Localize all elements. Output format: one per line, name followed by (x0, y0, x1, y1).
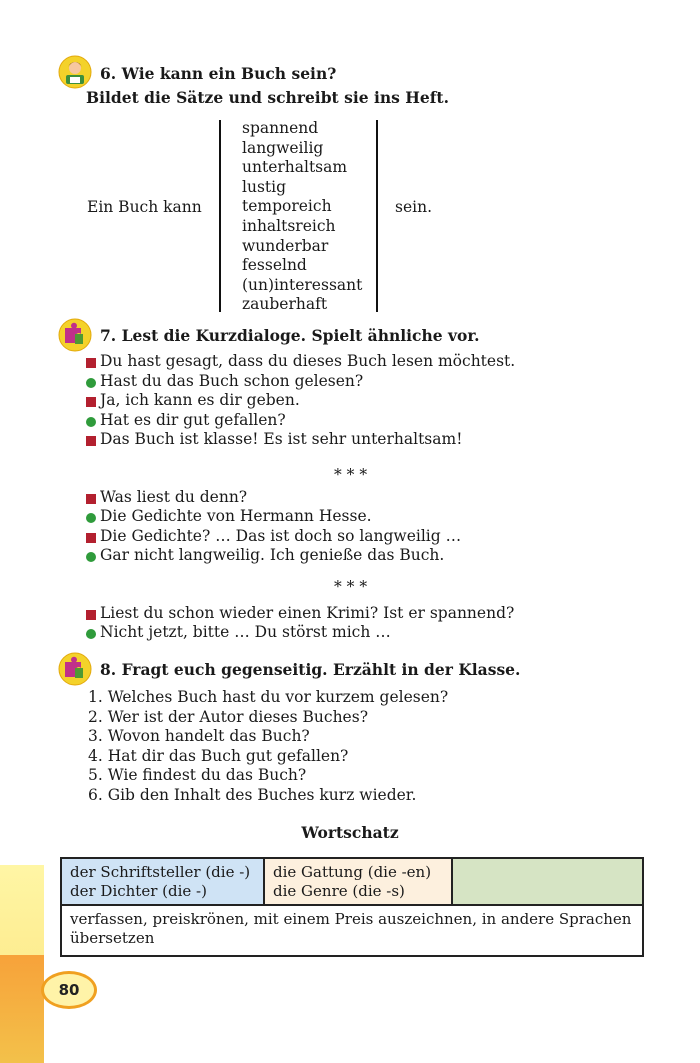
separator: * * * (334, 578, 368, 596)
task6-title: 6. Wie kann ein Buch sein? (100, 64, 337, 83)
dialog-line: Liest du schon wieder einen Krimi? Ist er spannend? (100, 604, 515, 622)
bullet-dot-icon (86, 629, 96, 639)
vocab-cell-nouns (61, 858, 264, 905)
task6-left-phrase: Ein Buch kann (87, 198, 202, 216)
adjective-item: lustig (242, 177, 287, 196)
task8-title: 8. Fragt euch gegenseitig. Erzählt in der Klasse. (100, 660, 521, 679)
adjective-item: unterhaltsam (242, 158, 348, 177)
bullet-dot-icon (86, 378, 96, 388)
adjective-item: wunderbar (242, 236, 329, 255)
question-item: 6. Gib den Inhalt des Buches kurz wieder. (88, 785, 417, 804)
bullet-square-icon (86, 610, 96, 620)
bullet-dot-icon (86, 513, 96, 523)
adjective-item: (un)interessant (242, 275, 363, 294)
adjective-list (242, 119, 362, 315)
vocab-term: der Dichter (die -) (70, 881, 207, 900)
bullet-square-icon (86, 436, 96, 446)
dialog-line: Du hast gesagt, dass du dieses Buch lesen möchtest. (100, 352, 516, 370)
task6-icon (58, 55, 92, 89)
vocab-verbs: verfassen, preiskrönen, mit einem Preis auszeichnen, in andere Sprachen übersetzen (61, 905, 643, 956)
page-margin-decoration (0, 955, 44, 1063)
adjective-item: spannend (242, 119, 319, 137)
dialog-line: Nicht jetzt, bitte … Du störst mich … (100, 623, 391, 641)
vocab-cell-empty (452, 858, 643, 905)
page-number: 80 (58, 981, 80, 999)
adjective-item: temporeich (242, 197, 332, 216)
task7-title: 7. Lest die Kurzdialoge. Spielt ähnliche vor. (100, 326, 480, 345)
bullet-dot-icon (86, 417, 96, 427)
dialog-line: Die Gedichte? … Das ist doch so langweilig … (100, 527, 462, 545)
question-list (88, 688, 448, 806)
bullet-square-icon (86, 533, 96, 543)
wortschatz-heading: Wortschatz (301, 823, 399, 842)
bullet-square-icon (86, 494, 96, 504)
bullet-square-icon (86, 397, 96, 407)
question-item: 4. Hat dir das Buch gut gefallen? (88, 746, 349, 765)
dialog-line: Das Buch ist klasse! Es ist sehr unterhaltsam! (100, 430, 463, 448)
divider-left (219, 120, 221, 312)
vocab-cell-genre (264, 858, 452, 905)
vocab-term: der Schriftsteller (die -) (70, 863, 251, 881)
divider-right (376, 120, 378, 312)
task6-right-phrase: sein. (395, 198, 432, 216)
vocab-term: die Genre (die -s) (273, 881, 405, 900)
vocab-term: die Gattung (die -en) (273, 863, 432, 881)
dialog-line: Was liest du denn? (100, 488, 248, 506)
bullet-dot-icon (86, 552, 96, 562)
question-item: 1. Welches Buch hast du vor kurzem gelesen? (88, 688, 449, 706)
dialog-line: Hast du das Buch schon gelesen? (100, 372, 364, 390)
bullet-square-icon (86, 358, 96, 368)
dialog-line: Die Gedichte von Hermann Hesse. (100, 507, 372, 525)
puzzle-icon (58, 652, 92, 686)
question-item: 2. Wer ist der Autor dieses Buches? (88, 707, 368, 726)
task6-subtitle: Bildet die Sätze und schreibt sie ins Heft. (86, 88, 449, 107)
adjective-item: langweilig (242, 138, 324, 157)
dialog-line: Ja, ich kann es dir geben. (100, 391, 300, 409)
dialog-line: Hat es dir gut gefallen? (100, 411, 286, 429)
adjective-item: zauberhaft (242, 295, 328, 314)
question-item: 3. Wovon handelt das Buch? (88, 727, 310, 746)
puzzle-icon (58, 318, 92, 352)
adjective-item: fesselnd (242, 256, 307, 275)
dialog-line: Gar nicht langweilig. Ich genieße das Buch. (100, 546, 445, 564)
vocabulary-table (60, 857, 644, 957)
question-item: 5. Wie findest du das Buch? (88, 766, 307, 785)
adjective-item: inhaltsreich (242, 216, 336, 235)
separator: * * * (334, 466, 368, 484)
